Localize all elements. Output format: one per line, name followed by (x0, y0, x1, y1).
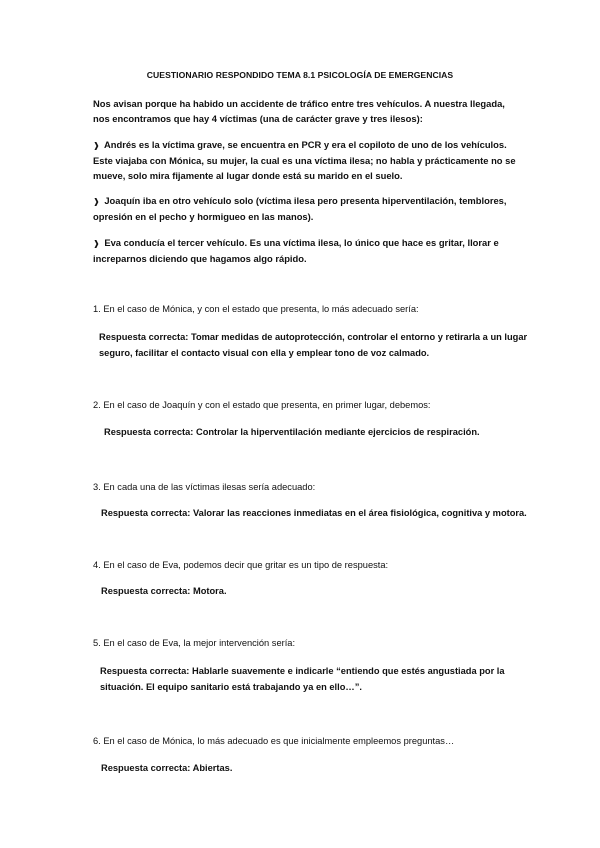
answer-5: Respuesta correcta: Hablarle suavemente e indicarle “entiendo que estés angustiada por la situación. El equipo sanitario está trabajando ya en ello…”. (100, 666, 505, 692)
document-title: CUESTIONARIO RESPONDIDO TEMA 8.1 PSICOLOGÍA DE EMERGENCIAS (146, 70, 454, 80)
question-1: 1. En el caso de Mónica, y con el estado que presenta, lo más adecuado sería: (93, 304, 419, 314)
bullet-icon: ❱ (93, 239, 100, 248)
question-3: 3. En cada una de las víctimas ilesas sería adecuado: (93, 482, 316, 492)
question-5: 5. En el caso de Eva, la mejor intervención sería: (93, 638, 296, 648)
answer-6: Respuesta correcta: Abiertas. (101, 763, 233, 773)
answer-1: Respuesta correcta: Tomar medidas de autoprotección, controlar el entorno y retirarla a un lugar seguro, facilitar el contacto visual con ella y emplear tono de voz calmado. (99, 332, 528, 358)
case-eva (93, 235, 523, 266)
answer-3: Respuesta correcta: Valorar las reacciones inmediatas en el área fisiológica, cognitiva y motora. (101, 508, 527, 518)
question-2: 2. En el caso de Joaquín y con el estado que presenta, en primer lugar, debemos: (93, 400, 431, 410)
case-text: Joaquín iba en otro vehículo solo (víctima ilesa pero presenta hiperventilación, temblores, opresión en el pecho y hormigueo en las manos). (93, 195, 507, 222)
bullet-icon: ❱ (93, 197, 100, 206)
answer-2: Respuesta correcta: Controlar la hiperventilación mediante ejercicios de respiración. (104, 427, 480, 437)
case-text: Andrés es la víctima grave, se encuentra en PCR y era el copiloto de uno de los vehículos. Este viajaba con Mónica, su mujer, la cual es una víctima ilesa; no habla y prácticamente no se mueve, solo mira fijamente al lugar donde está su marido en el suelo. (93, 139, 516, 181)
question-4: 4. En el caso de Eva, podemos decir que gritar es un tipo de respuesta: (93, 560, 389, 570)
case-text: Eva conducía el tercer vehículo. Es una víctima ilesa, lo único que hace es gritar, llorar e increparnos diciendo que hagamos algo rápido. (93, 237, 499, 264)
case-joaquin (93, 193, 523, 224)
case-andres (93, 137, 523, 183)
answer-4: Respuesta correcta: Motora. (101, 586, 227, 596)
question-6: 6. En el caso de Mónica, lo más adecuado es que inicialmente empleemos preguntas… (93, 736, 455, 746)
bullet-icon: ❱ (93, 141, 100, 150)
intro-paragraph: Nos avisan porque ha habido un accidente de tráfico entre tres vehículos. A nuestra llegada, nos encontramos que hay 4 víctimas (una de carácter grave y tres ilesos): (93, 98, 505, 124)
